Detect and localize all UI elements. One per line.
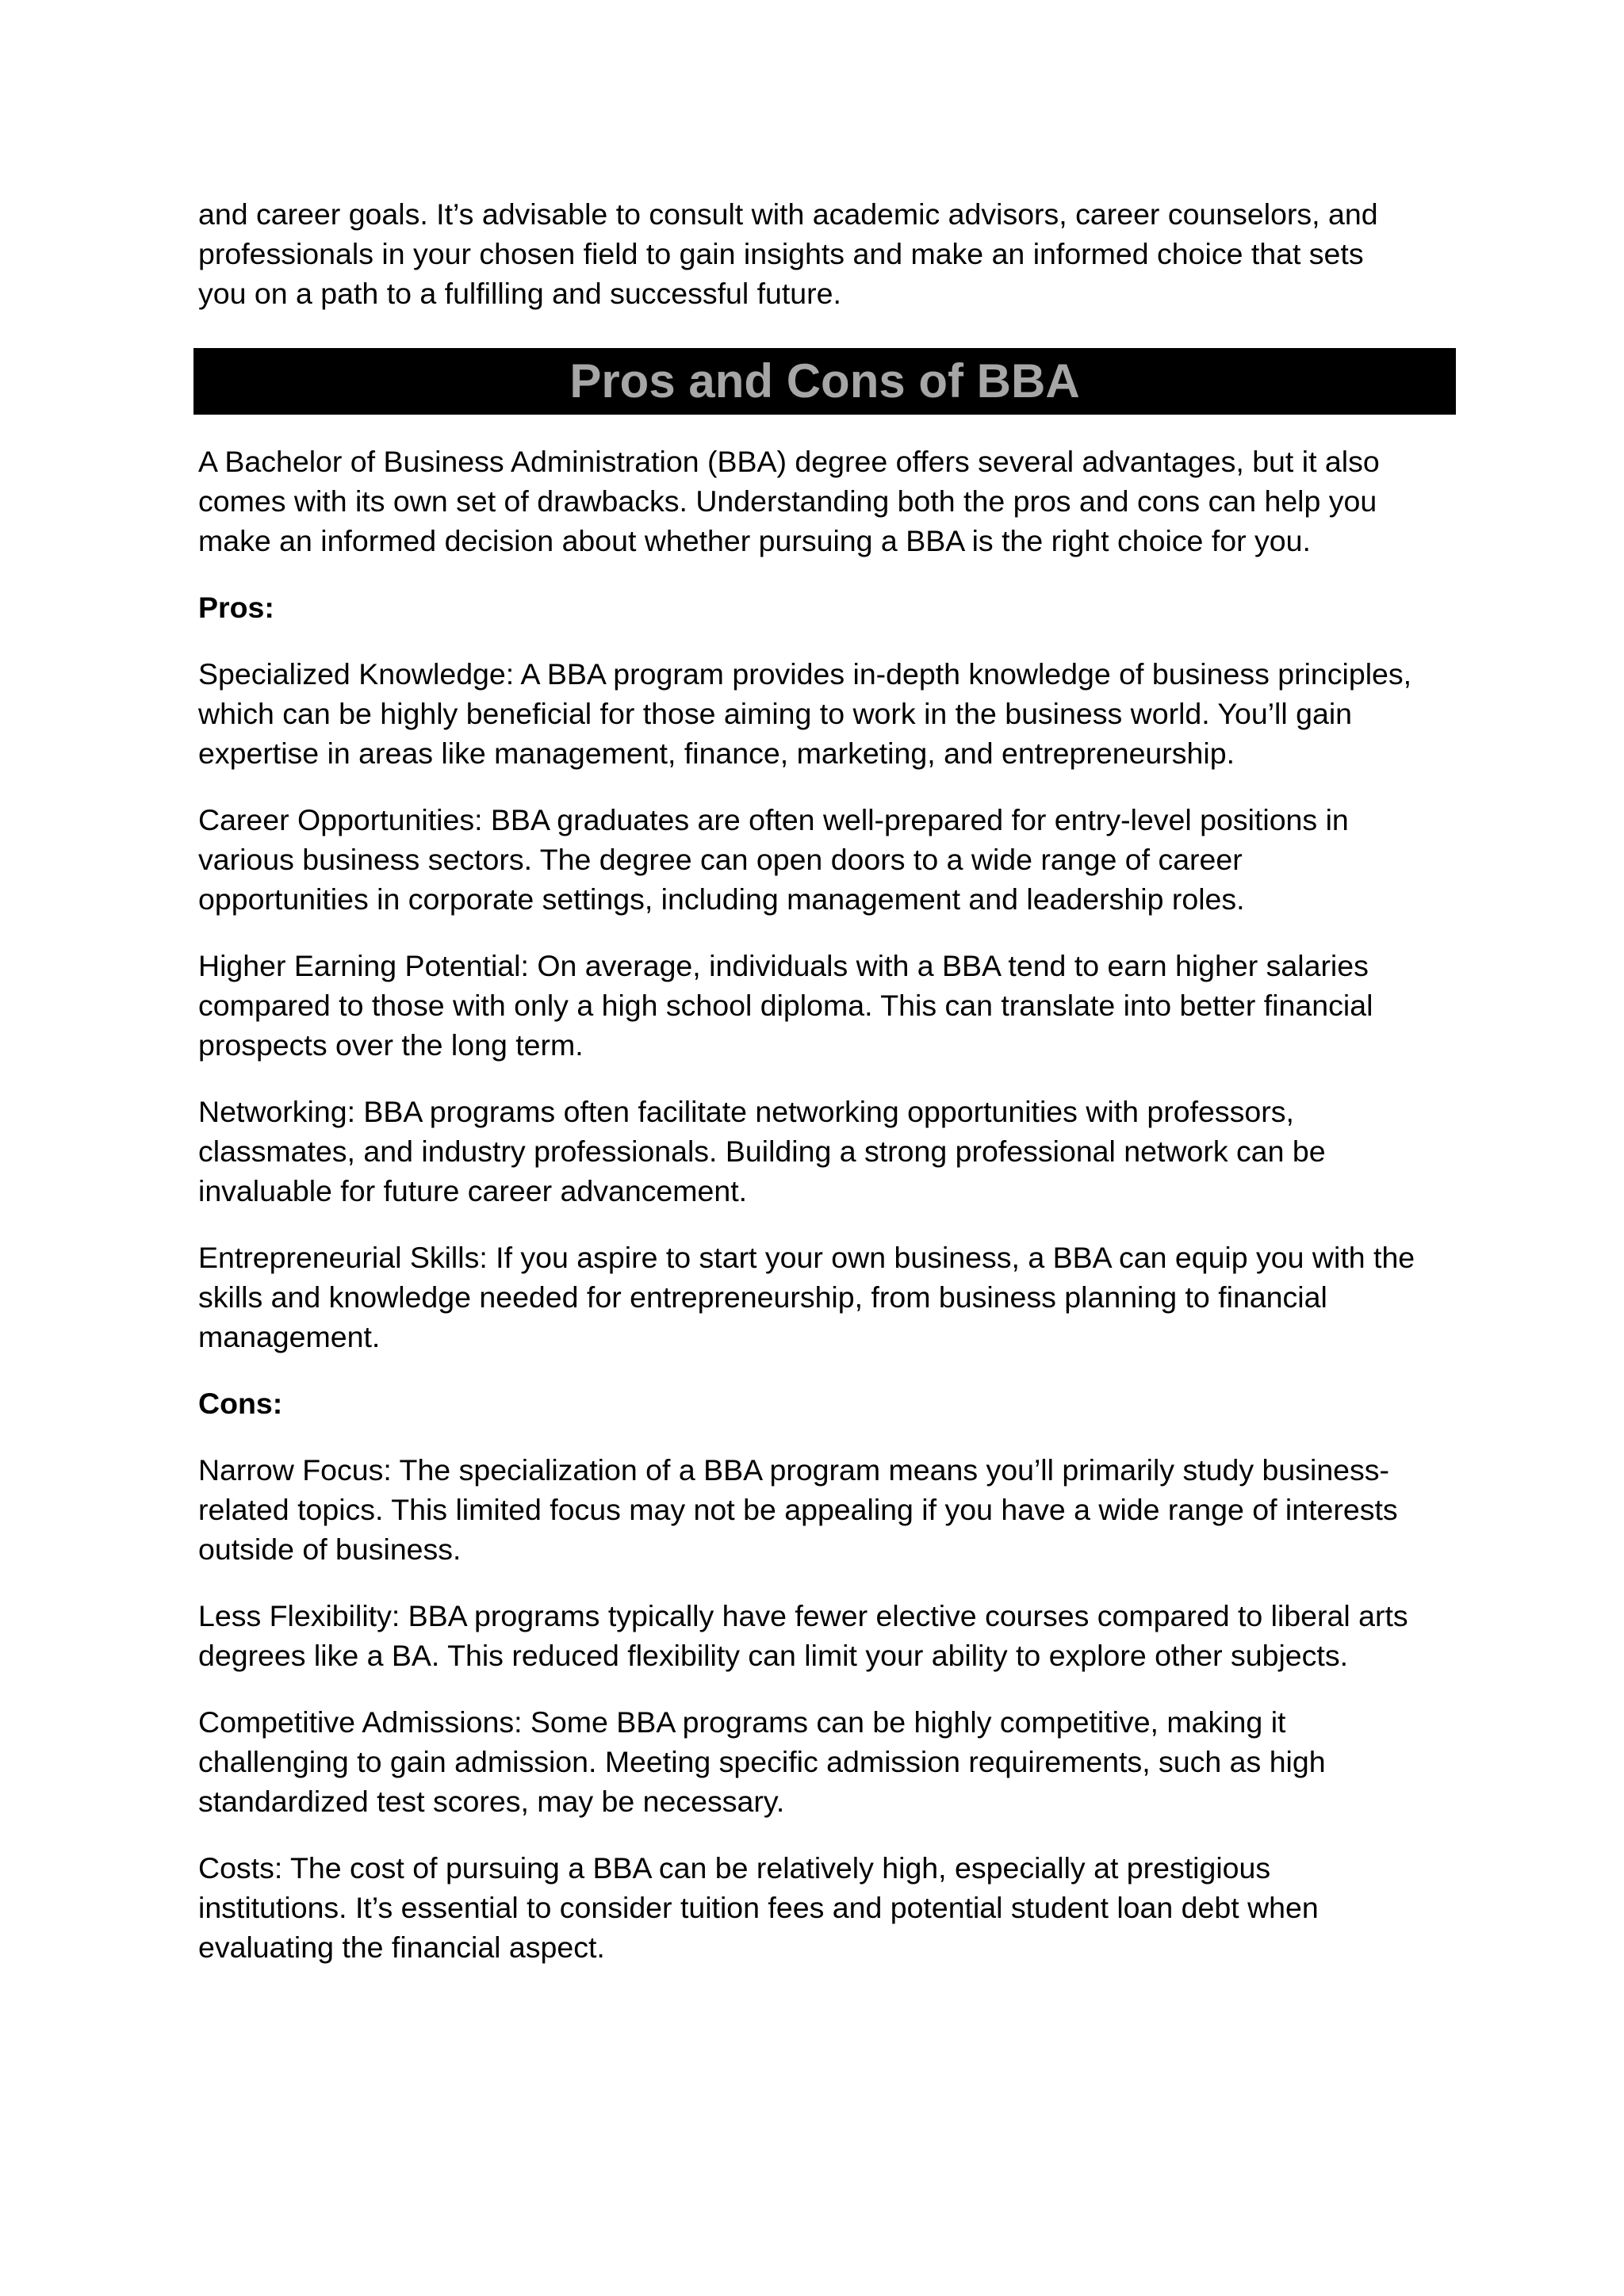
pros-paragraph-entrepreneurial-skills: Entrepreneurial Skills: If you aspire to start your own business, a BBA can equip you with the skills and knowledge needed for entrepreneurship, from business planning to financial management.	[198, 1241, 1415, 1353]
intro-paragraph: and career goals. It’s advisable to consult with academic advisors, career counselors, and professionals in your chosen field to gain insights and make an informed choice that sets you on a path to a fulfilling and successful future.	[198, 197, 1378, 310]
section-intro-paragraph: A Bachelor of Business Administration (BBA) degree offers several advantages, but it also comes with its own set of drawbacks. Understanding both the pros and cons can help you make an informed decision about whether pursuing a BBA is the right choice for you.	[198, 445, 1380, 557]
cons-heading: Cons:	[198, 1387, 283, 1420]
pros-paragraph-career-opportunities: Career Opportunities: BBA graduates are often well-prepared for entry-level positions in various business sectors. The degree can open doors to a wide range of career opportunities in corporate settings, including management and leadership roles.	[198, 803, 1349, 916]
cons-paragraph-competitive-admissions: Competitive Admissions: Some BBA programs can be highly competitive, making it challenging to gain admission. Meeting specific admission requirements, such as high standardized test scores, may be necessary.	[198, 1705, 1326, 1818]
cons-paragraph-costs: Costs: The cost of pursuing a BBA can be relatively high, especially at prestigious institutions. It’s essential to consider tuition fees and potential student loan debt when evaluating the financial aspect.	[198, 1851, 1319, 1964]
cons-paragraph-narrow-focus: Narrow Focus: The specialization of a BBA program means you’ll primarily study business- related topics. This limited focus may not be appealing if you have a wide range of interests outside of business.	[198, 1453, 1398, 1566]
pros-heading: Pros:	[198, 591, 274, 624]
section-heading-bar	[193, 348, 1456, 415]
document-page	[198, 194, 1451, 1994]
pros-paragraph-specialized-knowledge: Specialized Knowledge: A BBA program provides in-depth knowledge of business principles, which can be highly beneficial for those aiming to work in the business world. You’ll gain expertise in areas like management, finance, marketing, and entrepreneurship.	[198, 657, 1412, 770]
cons-paragraph-less-flexibility: Less Flexibility: BBA programs typically have fewer elective courses compared to liberal arts degrees like a BA. This reduced flexibility can limit your ability to explore other subjects.	[198, 1599, 1408, 1672]
section-heading: Pros and Cons of BBA	[569, 354, 1080, 408]
pros-paragraph-networking: Networking: BBA programs often facilitate networking opportunities with professors, classmates, and industry professionals. Building a strong professional network can be invaluable for future career advancement.	[198, 1095, 1326, 1207]
pros-paragraph-higher-earning-potential: Higher Earning Potential: On average, individuals with a BBA tend to earn higher salaries compared to those with only a high school diploma. This can translate into better financial prospects over the long term.	[198, 949, 1373, 1062]
